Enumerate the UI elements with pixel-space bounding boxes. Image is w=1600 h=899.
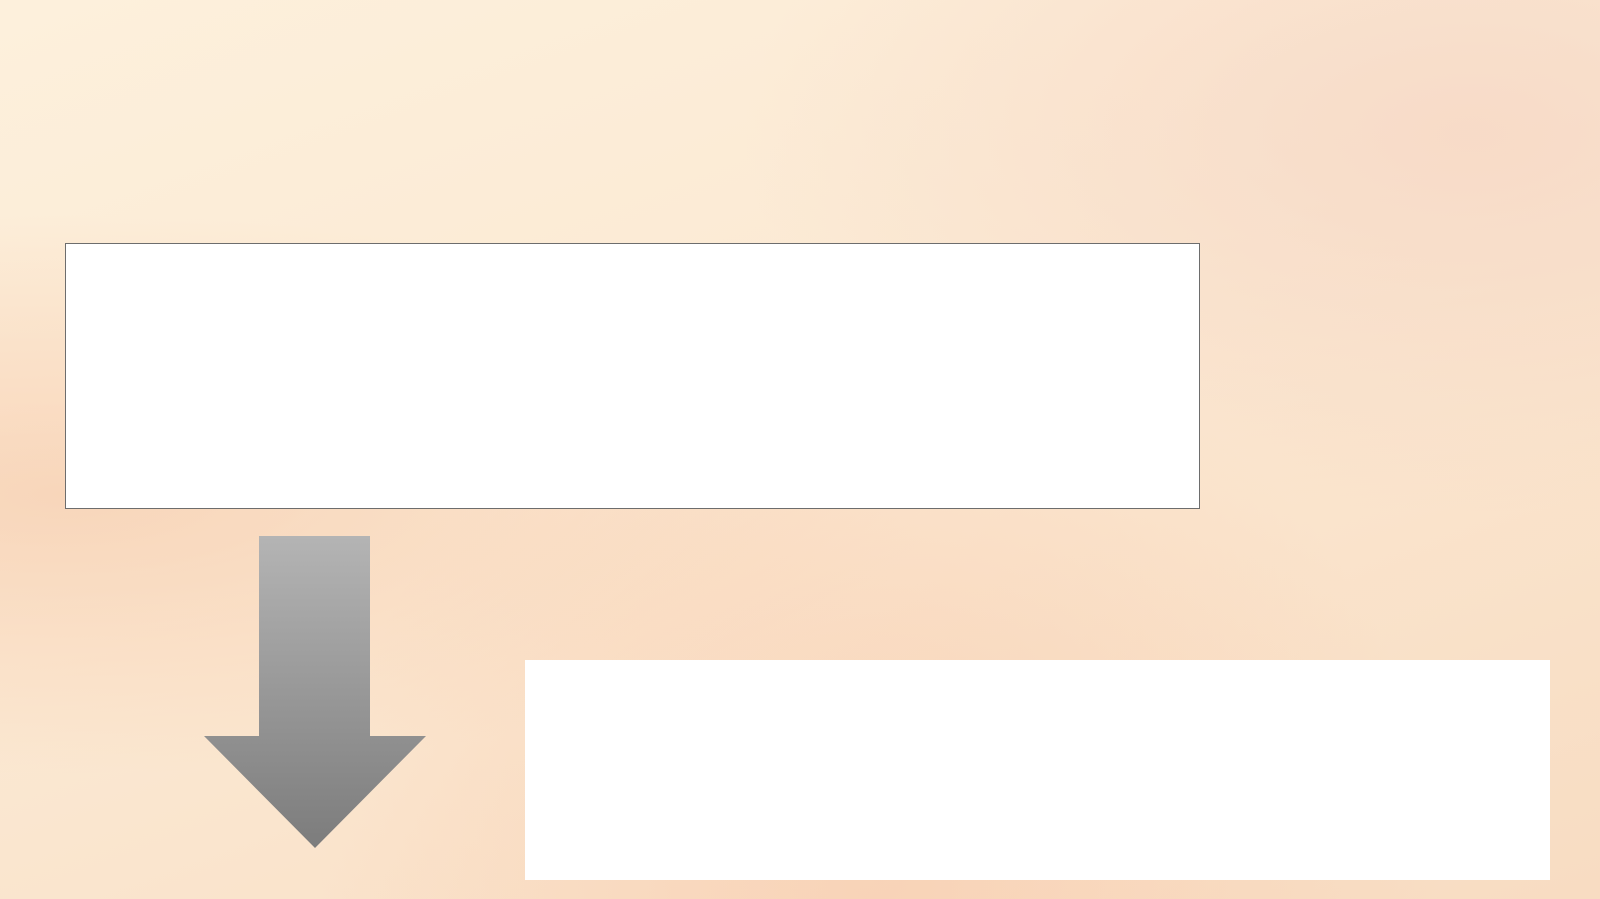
formula-box — [525, 660, 1550, 880]
down-arrow-icon — [204, 536, 426, 848]
arrow-shape — [204, 536, 426, 848]
text-box — [65, 243, 1200, 509]
